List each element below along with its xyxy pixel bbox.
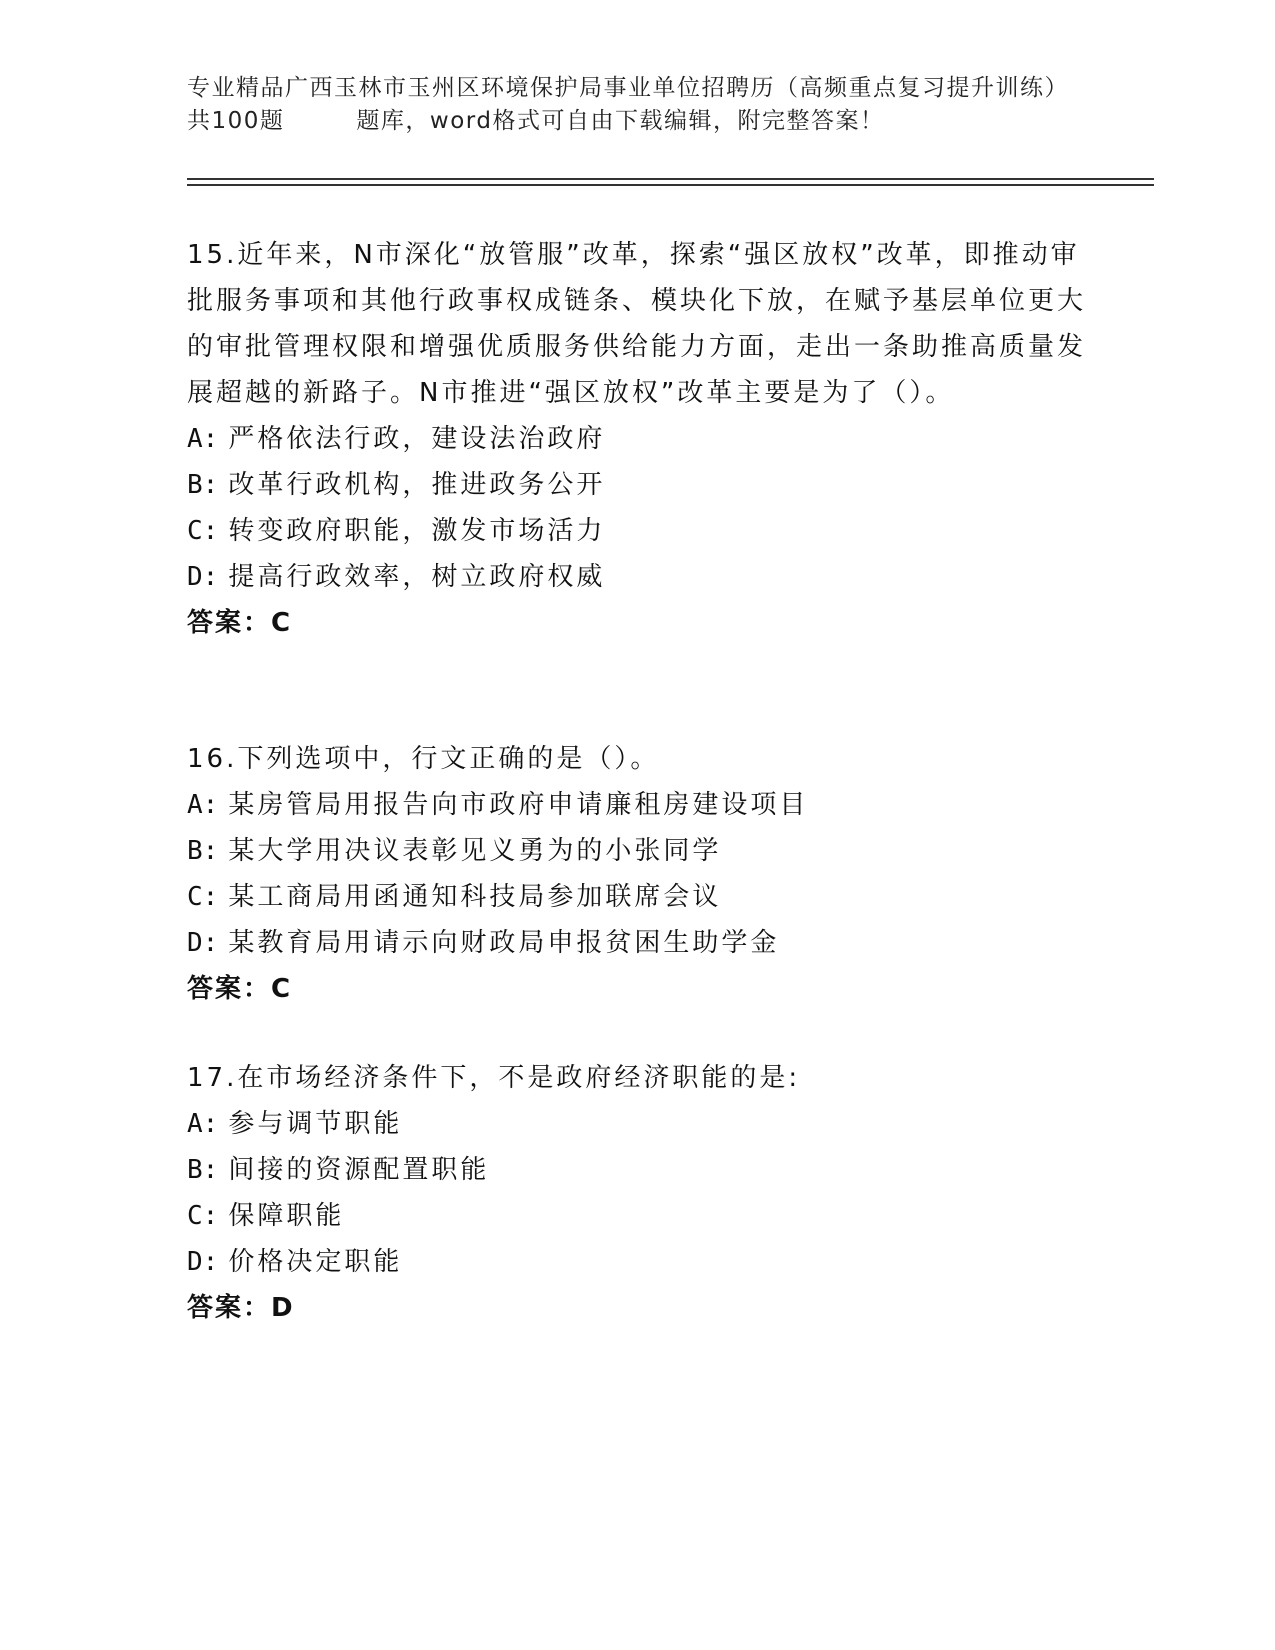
option-letter: D:	[187, 562, 219, 592]
option-d	[187, 554, 1087, 600]
answer-line: 答案：C	[187, 608, 293, 638]
question-15	[187, 232, 1087, 646]
option-text: 提高行政效率，树立政府权威	[228, 562, 606, 592]
header-description: 题库，word格式可自由下载编辑，附完整答案！	[356, 108, 885, 134]
option-c	[187, 1193, 1087, 1239]
option-text: 间接的资源配置职能	[228, 1155, 490, 1185]
question-stem: 17.在市场经济条件下，不是政府经济职能的是:	[187, 1063, 801, 1093]
page-header	[187, 72, 1147, 138]
option-letter: D:	[187, 1247, 219, 1277]
question-stem: 15.近年来，N市深化“放管服”改革，探索“强区放权”改革，即推动审批服务事项和其他行政事权成链条、模块化下放，在赋予基层单位更大的审批管理权限和增强优质服务供给能力方面，走出一条助推高质量发展超越的新路子。N市推进“强区放权”改革主要是为了（）。	[187, 240, 1087, 408]
option-letter: C:	[187, 1201, 219, 1231]
option-letter: A:	[187, 1109, 219, 1139]
option-c	[187, 874, 1087, 920]
option-text: 严格依法行政，建设法治政府	[228, 424, 606, 454]
option-d	[187, 1239, 1087, 1285]
option-text: 保障职能	[228, 1201, 345, 1231]
question-16	[187, 736, 1087, 1012]
option-text: 某教育局用请示向财政局申报贫困生助学金	[228, 928, 780, 958]
header-title-line: 专业精品广西玉林市玉州区环境保护局事业单位招聘历（高频重点复习提升训练）	[187, 75, 1069, 101]
option-text: 某大学用决议表彰见义勇为的小张同学	[228, 836, 722, 866]
option-text: 参与调节职能	[228, 1109, 403, 1139]
header-question-count: 共100题	[187, 108, 285, 134]
option-letter: B:	[187, 1155, 219, 1185]
option-text: 某工商局用函通知科技局参加联席会议	[228, 882, 722, 912]
header-divider-bottom	[187, 184, 1154, 186]
option-letter: D:	[187, 928, 219, 958]
option-b	[187, 828, 1087, 874]
option-a	[187, 1101, 1087, 1147]
option-letter: A:	[187, 790, 219, 820]
option-text: 改革行政机构，推进政务公开	[228, 470, 606, 500]
answer-line: 答案：D	[187, 1293, 295, 1323]
option-letter: C:	[187, 882, 219, 912]
option-b	[187, 462, 1087, 508]
answer-line: 答案：C	[187, 974, 293, 1004]
option-text: 某房管局用报告向市政府申请廉租房建设项目	[228, 790, 809, 820]
option-letter: B:	[187, 836, 219, 866]
header-divider-top	[187, 178, 1154, 180]
question-stem: 16.下列选项中，行文正确的是（）。	[187, 744, 660, 774]
option-a	[187, 782, 1087, 828]
option-d	[187, 920, 1087, 966]
option-c	[187, 508, 1087, 554]
question-17	[187, 1055, 1087, 1331]
option-text: 价格决定职能	[228, 1247, 403, 1277]
option-letter: C:	[187, 516, 219, 546]
option-letter: A:	[187, 424, 219, 454]
option-a	[187, 416, 1087, 462]
option-letter: B:	[187, 470, 219, 500]
option-text: 转变政府职能，激发市场活力	[228, 516, 606, 546]
header-subtitle-line	[187, 105, 1147, 138]
option-b	[187, 1147, 1087, 1193]
